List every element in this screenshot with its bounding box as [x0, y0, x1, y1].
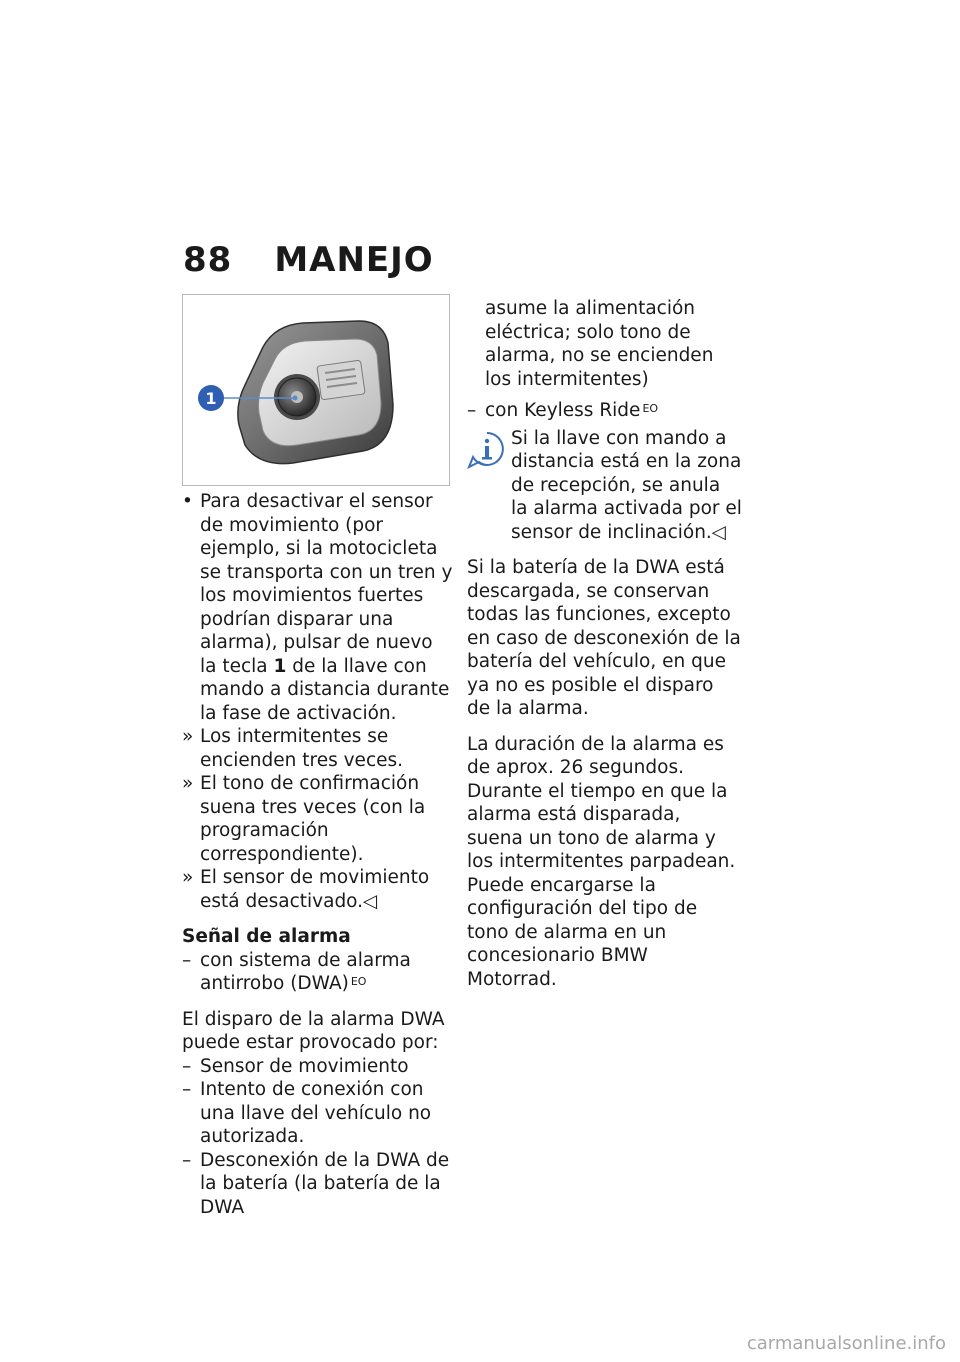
condition-item: [467, 399, 742, 423]
result-text: El sensor de movimiento está desactivado.◁: [200, 867, 430, 912]
equipment-superscript: EO: [350, 975, 367, 988]
result-marker: »: [182, 773, 194, 794]
dash-marker: –: [182, 949, 192, 971]
page-number: 88: [183, 240, 233, 280]
page-header: [183, 240, 434, 280]
dash-marker: –: [182, 1055, 192, 1077]
condition-item: [182, 949, 454, 996]
step-text-b: de la llave con mando a distancia durante la fase de activación.: [200, 655, 450, 724]
result-marker: »: [182, 726, 194, 747]
causes-intro: El disparo de la alarma DWA puede estar provocado por:: [182, 1008, 445, 1053]
equipment-superscript: EO: [642, 402, 659, 415]
key-reference: 1: [273, 655, 287, 677]
cause-item: [182, 1078, 454, 1149]
continuation-text: [467, 297, 742, 391]
instruction-step: [182, 490, 454, 725]
condition-text: con sistema de alarma antirrobo (DWA): [200, 949, 411, 994]
result-item: [182, 725, 454, 772]
battery-paragraph: Si la batería de la DWA está descargada, se conservan todas las funciones, excepto en caso de desconexión de la batería del vehículo, en que ya no es posible el disparo de la alarma.: [467, 557, 741, 719]
continuation-body: asume la alimentación eléctrica; solo tono de alarma, no se encienden los intermitentes): [485, 298, 714, 390]
column-left: [182, 490, 454, 1219]
cause-text: Intento de conexión con una llave del vehículo no autorizada.: [200, 1079, 432, 1147]
key-fob-figure: [182, 294, 450, 486]
info-note: [467, 427, 742, 545]
cause-item: [182, 1055, 454, 1079]
bullet-marker: •: [182, 491, 193, 512]
page-title: MANEJO: [274, 240, 434, 280]
note-text: Si la llave con mando a distancia está en la zona de recepción, se anula la alarma activada por el sensor de inclinación.◁: [511, 427, 742, 543]
cause-item: [182, 1149, 454, 1220]
result-item: [182, 866, 454, 913]
key-fob-illustration: [183, 295, 449, 485]
result-item: [182, 772, 454, 866]
section-heading: Señal de alarma: [182, 926, 351, 947]
step-text-a: Para desactivar el sensor de movimiento (por ejemplo, si la motocicleta se transporta con un tren y los movimientos fuertes podrían disparar una alarma), pulsar de nuevo la tecla: [200, 491, 453, 677]
result-text: Los intermitentes se encienden tres veces.: [200, 726, 404, 771]
column-right: [467, 297, 742, 991]
cause-text: Sensor de movimiento: [200, 1055, 409, 1077]
dash-marker: –: [182, 1149, 192, 1171]
condition-text: con Keyless Ride: [485, 400, 641, 421]
result-text: El tono de confirmación suena tres veces (con la programación correspondiente).: [200, 773, 426, 865]
cause-text: Desconexión de la DWA de la batería (la batería de la DWA: [200, 1149, 450, 1218]
result-marker: »: [182, 867, 194, 888]
duration-paragraph: La duración de la alarma es de aprox. 26 segundos. Durante el tiempo en que la alarma está disparada, suena un tono de alarma y los intermitentes parpadean. Puede encargarse la configuración del tipo de tono de alarma en un concesionario BMW Motorrad.: [467, 733, 736, 990]
watermark: carmanualsonline.info: [746, 1333, 946, 1354]
dash-marker: –: [182, 1079, 192, 1100]
info-icon: [467, 429, 507, 469]
callout-number: 1: [205, 389, 217, 408]
dash-marker: –: [467, 400, 477, 421]
